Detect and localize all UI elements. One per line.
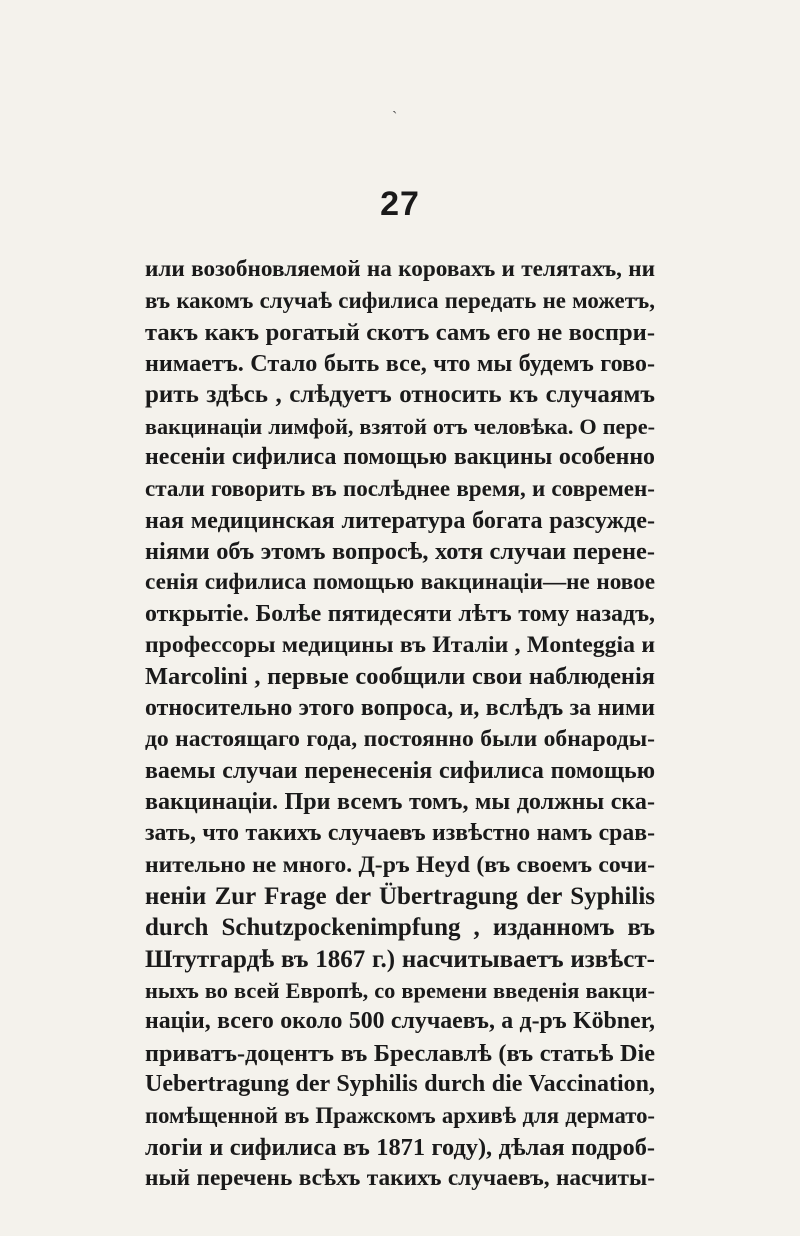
text-line: Uebertragung der Syphilis durch die Vaccination, bbox=[145, 1070, 655, 1097]
text-line: зать, что такихъ случаевъ извѣстно намъ срав- bbox=[145, 820, 655, 847]
text-line: до настоящаго года, постоянно были обнароды- bbox=[145, 726, 655, 753]
text-line: сенія сифилиса помощью вакцинаціи—не новое bbox=[145, 569, 655, 596]
page-mark: ` bbox=[392, 109, 398, 126]
text-line: такъ какъ рогатый скотъ самъ его не воспри- bbox=[145, 318, 655, 346]
text-line: нительно не много. Д-ръ Heyd (въ своемъ сочи- bbox=[145, 851, 655, 878]
text-line: стали говорить въ послѣднее время, и современ- bbox=[145, 475, 655, 502]
text-line: ніями объ этомъ вопросѣ, хотя случаи перене- bbox=[145, 538, 655, 566]
text-line: профессоры медицины въ Италіи , Monteggia и bbox=[145, 632, 655, 659]
text-line: открытіе. Болѣе пятидесяти лѣтъ тому назадъ, bbox=[145, 600, 655, 627]
text-line: ныхъ во всей Европѣ, со времени введенія вакци- bbox=[145, 977, 655, 1003]
text-line: несеніи сифилиса помощью вакцины особенно bbox=[145, 444, 655, 471]
text-line: durch Schutzpockenimpfung , изданномъ въ bbox=[145, 914, 655, 942]
text-line: вакцинаціи. При всемъ томъ, мы должны ска- bbox=[145, 788, 655, 815]
text-line: въ какомъ случаѣ сифилиса передать не можетъ, bbox=[145, 288, 655, 314]
text-line: Marcolini , первые сообщили свои наблюденія bbox=[145, 663, 655, 691]
text-line: помѣщенной въ Пражскомъ архивѣ для дермато- bbox=[145, 1103, 655, 1129]
text-line: или возобновляемой на коровахъ и телятахъ, ни bbox=[145, 256, 655, 282]
page-number: 27 bbox=[380, 185, 420, 223]
text-line: ваемы случаи перенесенія сифилиса помощью bbox=[145, 757, 655, 784]
text-line: приватъ-доцентъ въ Бреславлѣ (въ статьѣ Die bbox=[145, 1039, 655, 1067]
text-line: относительно этого вопроса, и, вслѣдъ за ними bbox=[145, 694, 655, 721]
text-line: Штутгардѣ въ 1867 г.) насчитываетъ извѣст- bbox=[145, 945, 655, 973]
text-line: неніи Zur Frage der Übertragung der Syphilis bbox=[145, 882, 655, 910]
text-line: ный перечень всѣхъ такихъ случаевъ, насчиты- bbox=[145, 1164, 655, 1191]
text-line: логіи и сифилиса въ 1871 году), дѣлая подроб- bbox=[145, 1133, 655, 1161]
text-line: вакцинаціи лимфой, взятой отъ человѣка. О пере- bbox=[145, 413, 655, 439]
text-line: ная медицинская литература богата разсужде- bbox=[145, 506, 655, 534]
body-text bbox=[145, 254, 655, 1194]
text-line: нимаетъ. Стало быть все, что мы будемъ гово- bbox=[145, 350, 655, 378]
text-line: націи, всего около 500 случаевъ, а д-ръ Köbner, bbox=[145, 1008, 655, 1035]
text-line: рить здѣсь , слѣдуетъ относить къ случаямъ bbox=[145, 381, 655, 409]
